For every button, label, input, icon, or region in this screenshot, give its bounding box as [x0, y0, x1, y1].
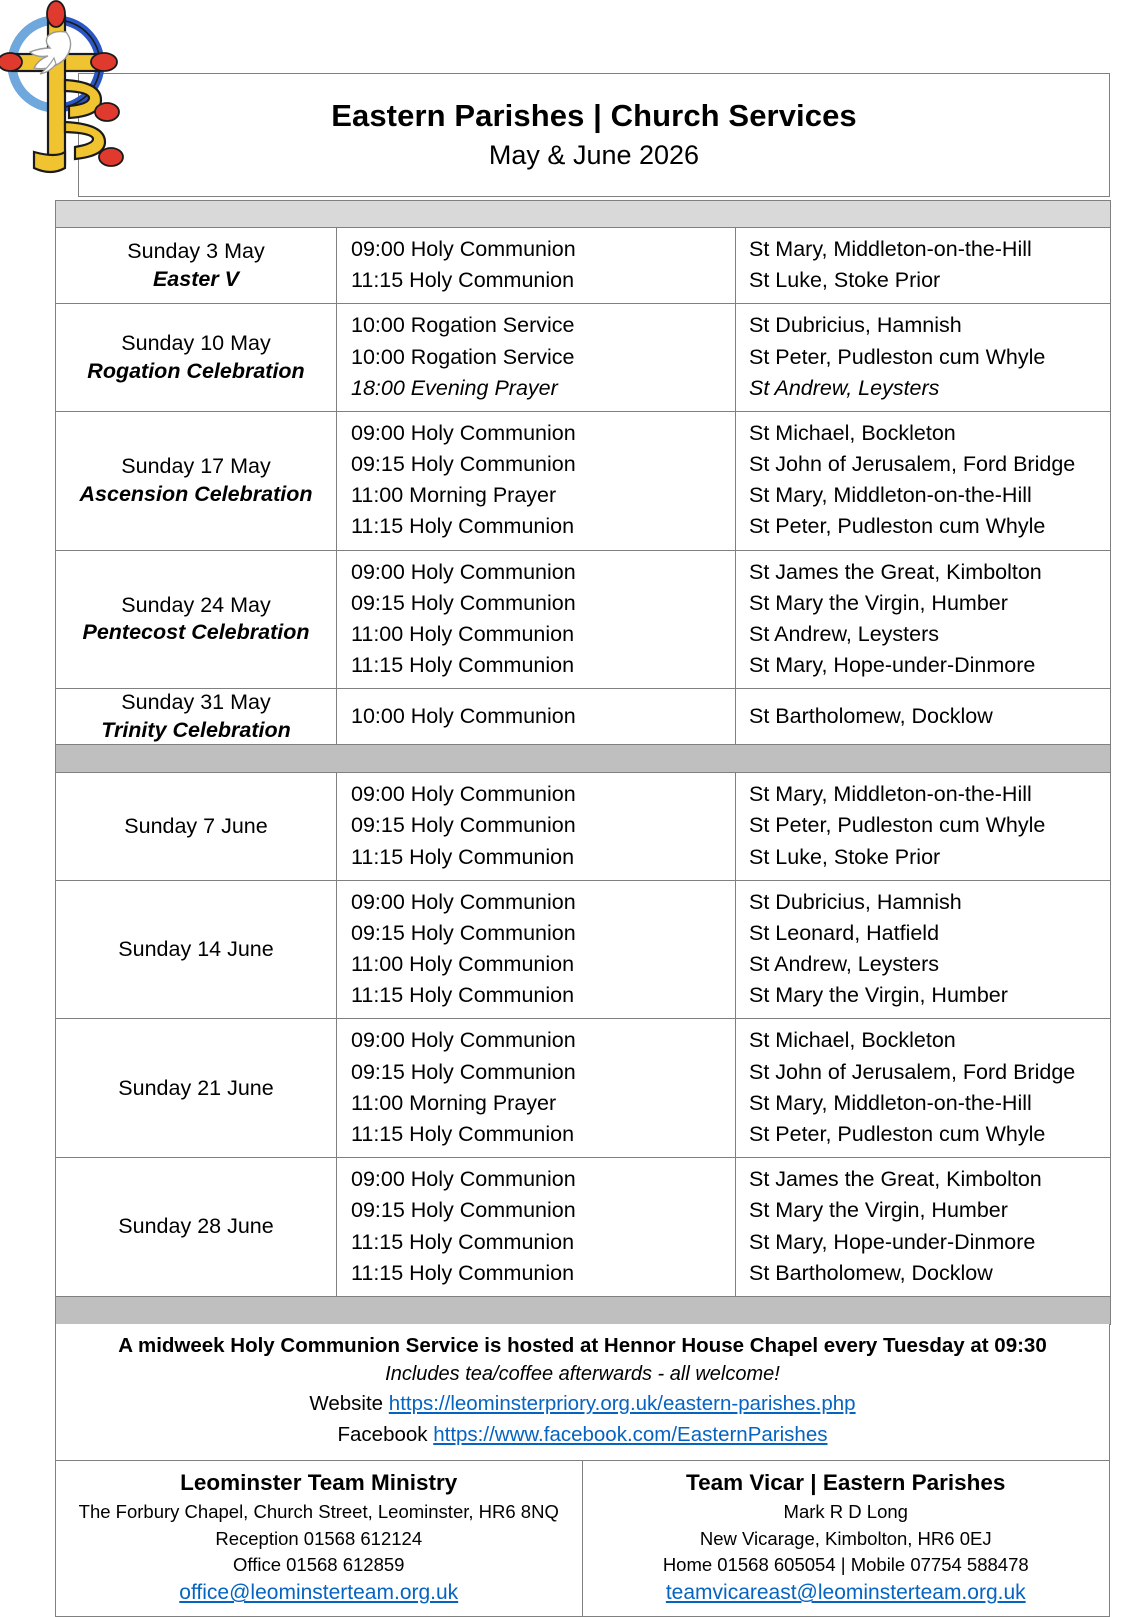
service-time-label: 11:00 Morning Prayer — [351, 1090, 557, 1115]
service-time-label: 11:00 Holy Communion — [351, 621, 575, 646]
service-church-label: St James the Great, Kimbolton — [749, 1167, 1042, 1192]
service-time-label: 09:15 Holy Communion — [351, 1198, 576, 1223]
team-vicar-address: New Vicarage, Kimbolton, HR6 0EJ — [699, 1527, 992, 1549]
service-church-label: St Mary the Virgin, Humber — [749, 1198, 1008, 1223]
service-church-label: St Peter, Pudleston cum Whyle — [749, 813, 1046, 838]
service-church-label: St Mary, Middleton-on-the-Hill — [749, 483, 1032, 508]
times-cell — [337, 880, 736, 1019]
service-church-label: St Leonard, Hatfield — [749, 920, 940, 945]
service-time-label: 10:00 Rogation Service — [351, 313, 575, 338]
times-cell — [337, 228, 736, 304]
facebook-label: Facebook — [337, 1422, 428, 1446]
month-band-june — [56, 745, 1111, 773]
service-church-label: St Michael, Bockleton — [749, 1028, 956, 1053]
team-vicar-email-link[interactable]: teamvicareast@leominsterteam.org.uk — [665, 1581, 1026, 1605]
date-cell — [56, 550, 337, 689]
times-cell — [337, 304, 736, 412]
table-row — [56, 1158, 1111, 1297]
service-time-label: 09:15 Holy Communion — [351, 590, 576, 615]
service-date: Sunday 14 June — [118, 936, 274, 961]
table-row — [56, 773, 1111, 881]
table-row — [56, 304, 1111, 412]
times-cell — [337, 411, 736, 550]
footer-left-block — [56, 1461, 583, 1616]
team-vicar-name: Mark R D Long — [783, 1501, 908, 1523]
service-church-label: St John of Jerusalem, Ford Bridge — [749, 1059, 1076, 1084]
times-cell — [337, 550, 736, 689]
service-church-label: St Mary, Hope-under-Dinmore — [749, 653, 1036, 678]
service-church-label: St Michael, Bockleton — [749, 420, 956, 445]
table-row — [56, 880, 1111, 1019]
churches-cell — [736, 1158, 1111, 1297]
service-time-label: 11:15 Holy Communion — [351, 983, 575, 1008]
festival-name: Pentecost Celebration — [82, 620, 310, 645]
service-date: Sunday 21 June — [118, 1075, 274, 1100]
month-band-bottom-cell — [56, 1296, 1111, 1324]
churches-cell — [736, 304, 1111, 412]
team-ministry-heading: Leominster Team Ministry — [180, 1470, 458, 1495]
festival-name: Trinity Celebration — [101, 717, 291, 742]
table-row — [56, 550, 1111, 689]
table-row — [56, 228, 1111, 304]
service-church-label: St Peter, Pudleston cum Whyle — [749, 514, 1046, 539]
service-time-label: 09:00 Holy Communion — [351, 420, 576, 445]
service-time-label: 09:00 Holy Communion — [351, 889, 576, 914]
service-church-label: St Peter, Pudleston cum Whyle — [749, 1121, 1046, 1146]
month-band-bottom — [56, 1296, 1111, 1324]
notice-line-2: Includes tea/coffee afterwards - all welcome! — [385, 1363, 780, 1386]
festival-name: Easter V — [152, 266, 240, 291]
team-ministry-email-link[interactable]: office@leominsterteam.org.uk — [179, 1581, 459, 1605]
team-vicar-heading: Team Vicar | Eastern Parishes — [686, 1470, 1006, 1495]
service-time-label: 09:00 Holy Communion — [351, 237, 576, 261]
date-cell — [56, 880, 337, 1019]
website-line — [66, 1389, 1099, 1420]
page-title: Eastern Parishes | Church Services — [331, 98, 857, 134]
service-time-label: 09:00 Holy Communion — [351, 1167, 576, 1192]
churches-cell — [736, 773, 1111, 881]
month-band-june-cell — [56, 745, 1111, 773]
team-ministry-reception: Reception 01568 612124 — [215, 1527, 423, 1549]
service-date: Sunday 3 May — [127, 239, 265, 264]
page-subtitle: May & June 2026 — [488, 140, 700, 171]
team-vicar-phones: Home 01568 605054 | Mobile 07754 588478 — [662, 1553, 1029, 1575]
date-cell — [56, 773, 337, 881]
festival-name: Rogation Celebration — [87, 358, 305, 383]
times-cell — [337, 1019, 736, 1158]
churches-cell — [736, 1019, 1111, 1158]
service-time-label: 11:15 Holy Communion — [351, 1229, 575, 1254]
service-time-label: 11:00 Holy Communion — [351, 952, 575, 977]
service-time-label: 11:15 Holy Communion — [351, 844, 575, 869]
service-time-label: 09:00 Holy Communion — [351, 559, 576, 584]
churches-cell — [736, 880, 1111, 1019]
service-time-label: 18:00 Evening Prayer — [351, 375, 558, 400]
table-row — [56, 689, 1111, 745]
service-church-label: St Mary the Virgin, Humber — [749, 590, 1008, 615]
service-date: Sunday 17 May — [121, 454, 271, 479]
service-church-label: St Mary, Middleton-on-the-Hill — [749, 1090, 1032, 1115]
service-time-label: 09:15 Holy Communion — [351, 1059, 576, 1084]
date-cell — [56, 689, 337, 745]
times-cell — [337, 773, 736, 881]
service-date: Sunday 7 June — [124, 813, 268, 838]
service-church-label: St Andrew, Leysters — [749, 952, 940, 977]
service-church-label: St Mary, Middleton-on-the-Hill — [749, 782, 1032, 807]
service-time-label: 11:15 Holy Communion — [351, 1260, 575, 1285]
team-ministry-office: Office 01568 612859 — [233, 1553, 405, 1575]
team-ministry-address: The Forbury Chapel, Church Street, Leominster, HR6 8NQ — [78, 1501, 559, 1523]
service-church-label: St Andrew, Leysters — [749, 375, 940, 400]
footer-right-block — [583, 1461, 1110, 1616]
service-church-label: St James the Great, Kimbolton — [749, 559, 1042, 584]
date-cell — [56, 411, 337, 550]
facebook-link[interactable]: https://www.facebook.com/EasternParishes — [433, 1422, 828, 1446]
midweek-notice — [55, 1324, 1110, 1461]
times-cell — [337, 689, 736, 745]
service-church-label: St Mary the Virgin, Humber — [749, 983, 1008, 1008]
service-church-label: St Andrew, Leysters — [749, 621, 940, 646]
table-row — [56, 411, 1111, 550]
service-time-label: 11:15 Holy Communion — [351, 653, 575, 678]
churches-cell — [736, 411, 1111, 550]
service-time-label: 09:00 Holy Communion — [351, 782, 576, 807]
date-cell — [56, 228, 337, 304]
date-cell — [56, 1019, 337, 1158]
service-time-label: 09:15 Holy Communion — [351, 920, 576, 945]
service-time-label: 09:00 Holy Communion — [351, 1028, 576, 1053]
service-church-label: St Bartholomew, Docklow — [749, 1260, 993, 1285]
service-church-label: St Dubricius, Hamnish — [749, 313, 962, 338]
festival-name: Ascension Celebration — [79, 481, 313, 506]
times-cell — [337, 1158, 736, 1297]
service-church-label: St Luke, Stoke Prior — [749, 844, 941, 869]
service-date: Sunday 31 May — [121, 690, 271, 715]
service-church-label: St Dubricius, Hamnish — [749, 889, 962, 914]
service-date: Sunday 10 May — [121, 331, 271, 356]
table-row — [56, 1019, 1111, 1158]
document-header — [78, 73, 1110, 197]
service-church-label: St John of Jerusalem, Ford Bridge — [749, 452, 1076, 477]
service-church-label: St Mary, Hope-under-Dinmore — [749, 1229, 1036, 1254]
date-cell — [56, 1158, 337, 1297]
service-time-label: 11:00 Morning Prayer — [351, 483, 557, 508]
churches-cell — [736, 550, 1111, 689]
service-time-label: 09:15 Holy Communion — [351, 452, 576, 477]
services-schedule-table — [55, 200, 1111, 1325]
notice-line-1: A midweek Holy Communion Service is hosted at Hennor House Chapel every Tuesday at 09:30 — [118, 1334, 1047, 1357]
month-band-top — [56, 201, 1111, 228]
month-band-top-cell — [56, 201, 1111, 228]
service-time-label: 11:15 Holy Communion — [351, 1121, 575, 1146]
service-time-label: 11:15 Holy Communion — [351, 268, 575, 293]
service-church-label: St Luke, Stoke Prior — [749, 268, 941, 293]
service-time-label: 10:00 Holy Communion — [351, 703, 576, 728]
churches-cell — [736, 228, 1111, 304]
service-date: Sunday 24 May — [121, 592, 271, 617]
celtic-cross-dove-logo — [4, 2, 129, 192]
service-church-label: St Peter, Pudleston cum Whyle — [749, 344, 1046, 369]
churches-cell — [736, 689, 1111, 745]
website-label: Website — [309, 1392, 384, 1416]
date-cell — [56, 304, 337, 412]
service-time-label: 11:15 Holy Communion — [351, 514, 575, 539]
service-date: Sunday 28 June — [118, 1214, 274, 1239]
website-link[interactable]: https://leominsterpriory.org.uk/eastern-parishes.php — [388, 1392, 856, 1416]
facebook-line — [66, 1420, 1099, 1451]
contact-footer — [55, 1460, 1110, 1617]
service-church-label: St Mary, Middleton-on-the-Hill — [749, 237, 1032, 261]
service-time-label: 09:15 Holy Communion — [351, 813, 576, 838]
service-church-label: St Bartholomew, Docklow — [749, 703, 993, 728]
service-time-label: 10:00 Rogation Service — [351, 344, 575, 369]
